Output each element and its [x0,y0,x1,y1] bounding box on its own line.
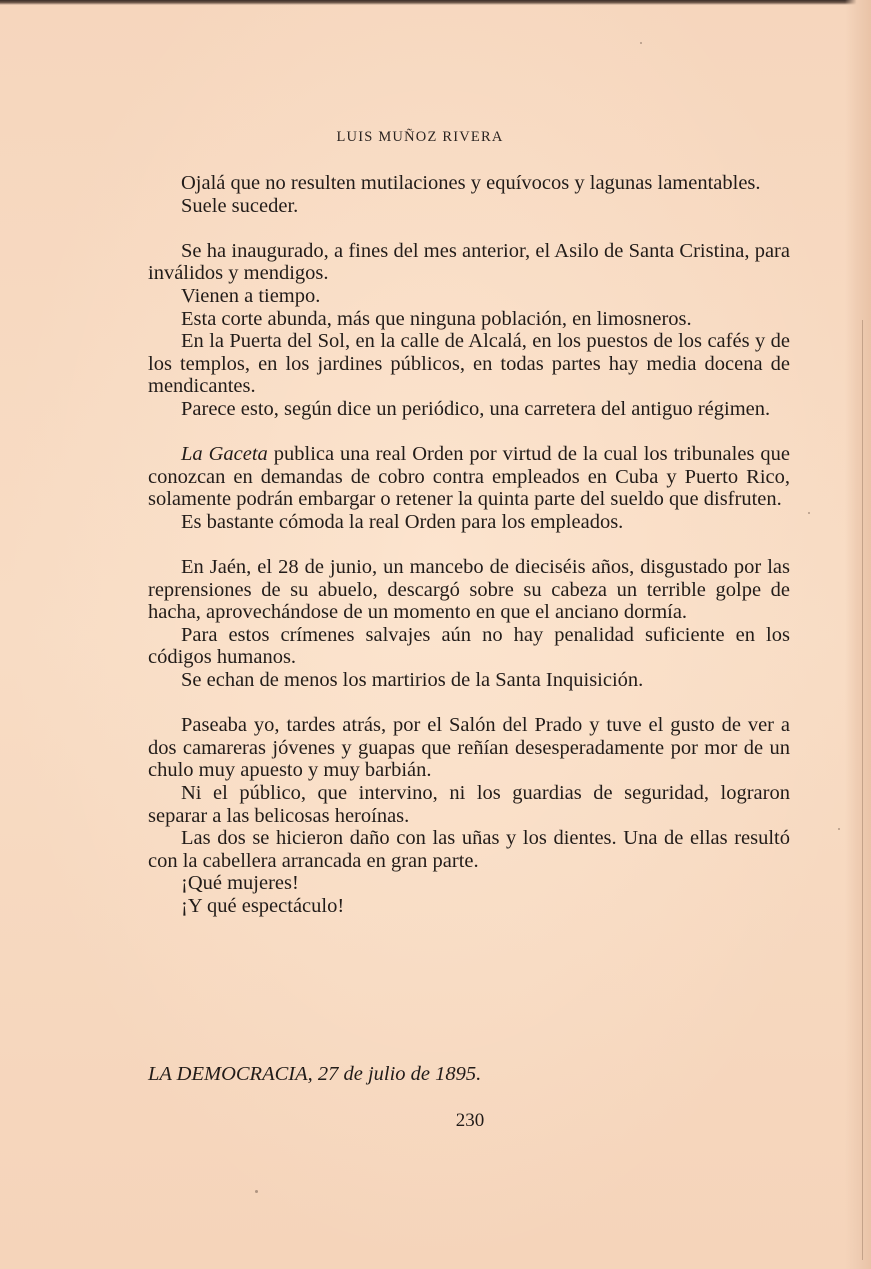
newspaper-title: La Gaceta [181,443,268,466]
page-right-edge [845,0,871,1269]
paragraph: Ni el público, que intervino, ni los guardias de seguridad, lograron separar a las belicosas heroínas. [148,782,790,827]
paragraph: En Jaén, el 28 de junio, un mancebo de dieciséis años, disgustado por las reprensiones de su abuelo, descargó sobre su cabeza un terrible golpe de hacha, aprovechándose de un momento en que el anciano dormía. [148,556,790,624]
paragraph: Paseaba yo, tardes atrás, por el Salón del Prado y tuve el gusto de ver a dos camareras jóvenes y guapas que reñían desesperadamente por mor de un chulo muy apuesto y muy barbián. [148,714,790,782]
section-gap [148,692,790,715]
body-text [148,172,790,918]
paragraph: En la Puerta del Sol, en la calle de Alcalá, en los puestos de los cafés y de los templos, en los jardines públicos, en todas partes hay media docena de mendicantes. [148,330,790,398]
paragraph: Las dos se hicieron daño con las uñas y los dientes. Una de ellas resultó con la cabellera arrancada en gran parte. [148,827,790,872]
paragraph: ¡Qué mujeres! [181,872,299,895]
page-top-edge [0,0,871,5]
section-gap [148,217,790,240]
paper-speck [255,1190,258,1193]
paper-speck [808,512,810,514]
paper-speck [838,828,840,830]
paragraph: Suele suceder. [181,194,299,217]
paragraph-text: publica una real Orden por virtud de la cual los tribunales que conozcan en demandas de cobro contra empleados en Cuba y Puerto Rico, solamente podrán embargar o retener la quinta parte del sueldo que disfruten. [148,443,790,511]
running-header: LUIS MUÑOZ RIVERA [336,129,504,145]
paragraph: Esta corte abunda, más que ninguna población, en limosneros. [181,307,692,330]
paragraph: Es bastante cómoda la real Orden para los empleados. [181,510,624,533]
paragraph: Vienen a tiempo. [181,284,321,307]
paragraph: ¡Y qué espectáculo! [181,895,345,917]
paragraph: Ojalá que no resulten mutilaciones y equívocos y lagunas lamentables. [181,172,761,194]
paragraph [148,443,790,511]
section-gap [148,534,790,557]
section-gap [148,421,790,444]
paragraph: Para estos crímenes salvajes aún no hay penalidad suficiente en los códigos humanos. [148,623,790,669]
paragraph: Parece esto, según dice un periódico, una carretera del antiguo régimen. [181,397,771,420]
dateline: LA DEMOCRACIA, 27 de julio de 1895. [148,1063,482,1085]
paper-speck [640,42,642,44]
paragraph: Se echan de menos los martirios de la Santa Inquisición. [181,669,644,692]
paragraph: Se ha inaugurado, a fines del mes anterior, el Asilo de Santa Cristina, para inválidos y mendigos. [148,239,790,285]
page-number: 230 [455,1110,485,1131]
